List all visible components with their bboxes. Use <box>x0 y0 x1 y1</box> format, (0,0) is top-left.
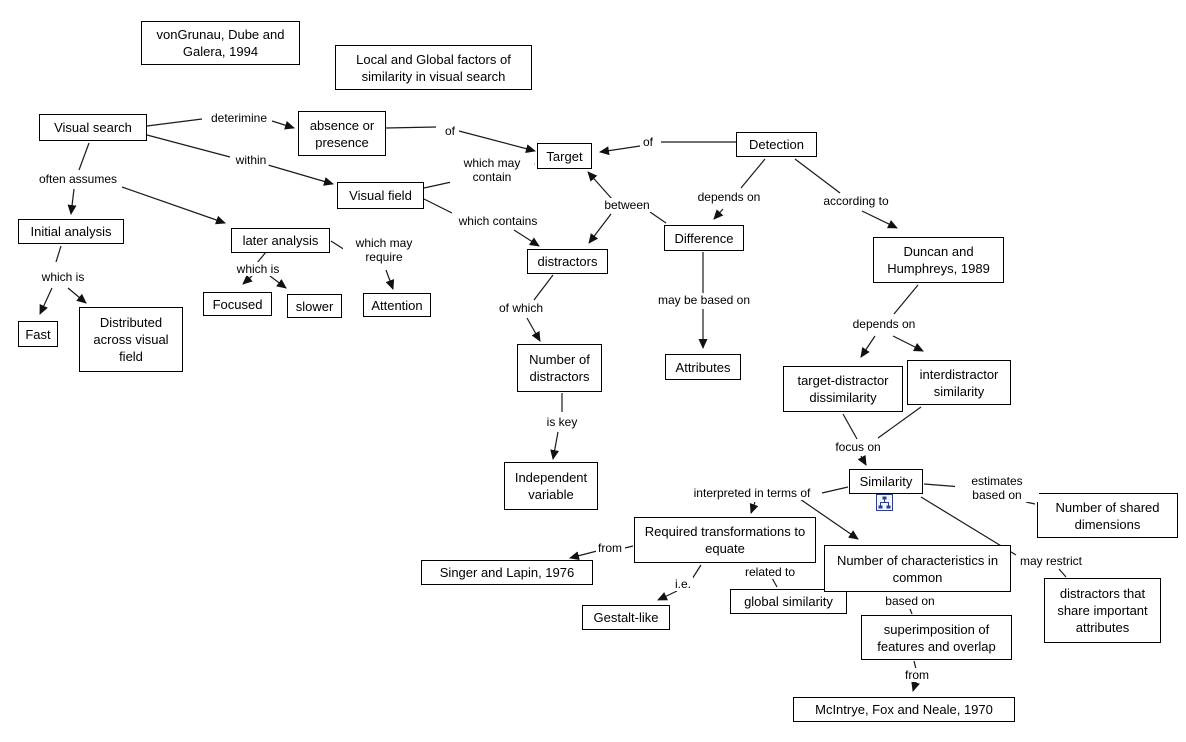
concept-detection[interactable]: Detection <box>736 132 817 157</box>
concept-visual-field[interactable]: Visual field <box>337 182 424 209</box>
link-label-based-on[interactable]: based on <box>885 594 935 608</box>
link-label-between[interactable]: between <box>604 198 650 212</box>
link-label-from-2[interactable]: from <box>905 668 929 682</box>
link-label-of-left[interactable]: of <box>444 124 456 138</box>
link-label-may-be-based-on[interactable]: may be based on <box>657 293 751 307</box>
link-label-depends-on-1[interactable]: depends on <box>697 190 761 204</box>
concept-distributed-across-visual-field[interactable]: Distributed across visual field <box>79 307 183 372</box>
concept-slower[interactable]: slower <box>287 294 342 318</box>
link-label-of-right[interactable]: of <box>642 135 654 149</box>
link-label-according-to[interactable]: according to <box>823 194 889 208</box>
link-label-often-assumes[interactable]: often assumes <box>38 172 118 186</box>
link-label-of-which[interactable]: of which <box>498 301 544 315</box>
link-label-which-may-contain[interactable]: which may contain <box>450 156 534 184</box>
concept-map-title[interactable]: Local and Global factors of similarity in visual search <box>335 45 532 90</box>
concept-focused[interactable]: Focused <box>203 292 272 316</box>
concept-difference[interactable]: Difference <box>664 225 744 251</box>
concept-required-transformations[interactable]: Required transformations to equate <box>634 517 816 563</box>
link-label-is-key[interactable]: is key <box>546 415 578 429</box>
nested-map-icon[interactable] <box>876 494 893 511</box>
link-label-depends-on-2[interactable]: depends on <box>852 317 916 331</box>
link-label-estimates-based-on[interactable]: estimates based on <box>955 474 1039 502</box>
link-label-within[interactable]: within <box>235 153 267 167</box>
concept-target[interactable]: Target <box>537 143 592 169</box>
link-label-which-may-require[interactable]: which may require <box>343 236 425 264</box>
concept-similarity[interactable]: Similarity <box>849 469 923 494</box>
concept-attributes[interactable]: Attributes <box>665 354 741 380</box>
nested-map-glyph <box>878 496 891 509</box>
link-label-which-is-left[interactable]: which is <box>41 270 85 284</box>
link-label-focus-on[interactable]: focus on <box>835 440 881 454</box>
concept-interdistractor-similarity[interactable]: interdistractor similarity <box>907 360 1011 405</box>
concept-absence-or-presence[interactable]: absence or presence <box>298 111 386 156</box>
link-label-may-restrict[interactable]: may restrict <box>1019 554 1083 568</box>
concept-distractors[interactable]: distractors <box>527 249 608 274</box>
concept-mcintrye-citation[interactable]: McIntrye, Fox and Neale, 1970 <box>793 697 1015 722</box>
concept-gestalt-like[interactable]: Gestalt-like <box>582 605 670 630</box>
link-label-related-to[interactable]: related to <box>744 565 796 579</box>
concept-independent-variable[interactable]: Independent variable <box>504 462 598 510</box>
concept-target-distractor-dissimilarity[interactable]: target-distractor dissimilarity <box>783 366 903 412</box>
concept-initial-analysis[interactable]: Initial analysis <box>18 219 124 244</box>
concept-superimposition[interactable]: superimposition of features and overlap <box>861 615 1012 660</box>
link-label-which-is-mid[interactable]: which is <box>236 262 280 276</box>
link-label-from-1[interactable]: from <box>598 541 622 555</box>
concept-number-of-characteristics[interactable]: Number of characteristics in common <box>824 545 1011 592</box>
concept-later-analysis[interactable]: later analysis <box>231 228 330 253</box>
link-label-ie[interactable]: i.e. <box>674 577 692 591</box>
concept-number-of-shared-dimensions[interactable]: Number of shared dimensions <box>1037 493 1178 538</box>
link-label-deterimine[interactable]: deterimine <box>210 111 268 125</box>
concept-number-of-distractors[interactable]: Number of distractors <box>517 344 602 392</box>
link-label-which-contains[interactable]: which contains <box>458 214 538 228</box>
concept-attention[interactable]: Attention <box>363 293 431 317</box>
concept-global-similarity[interactable]: global similarity <box>730 589 847 614</box>
link-label-interpreted-in-terms-of[interactable]: interpreted in terms of <box>693 486 811 500</box>
concept-singer-lapin-citation[interactable]: Singer and Lapin, 1976 <box>421 560 593 585</box>
concept-distractors-that-share-attributes[interactable]: distractors that share important attributes <box>1044 578 1161 643</box>
concept-vongrunau-citation[interactable]: vonGrunau, Dube and Galera, 1994 <box>141 21 300 65</box>
concept-fast[interactable]: Fast <box>18 321 58 347</box>
concept-duncan-humphreys-citation[interactable]: Duncan and Humphreys, 1989 <box>873 237 1004 283</box>
concept-visual-search[interactable]: Visual search <box>39 114 147 141</box>
